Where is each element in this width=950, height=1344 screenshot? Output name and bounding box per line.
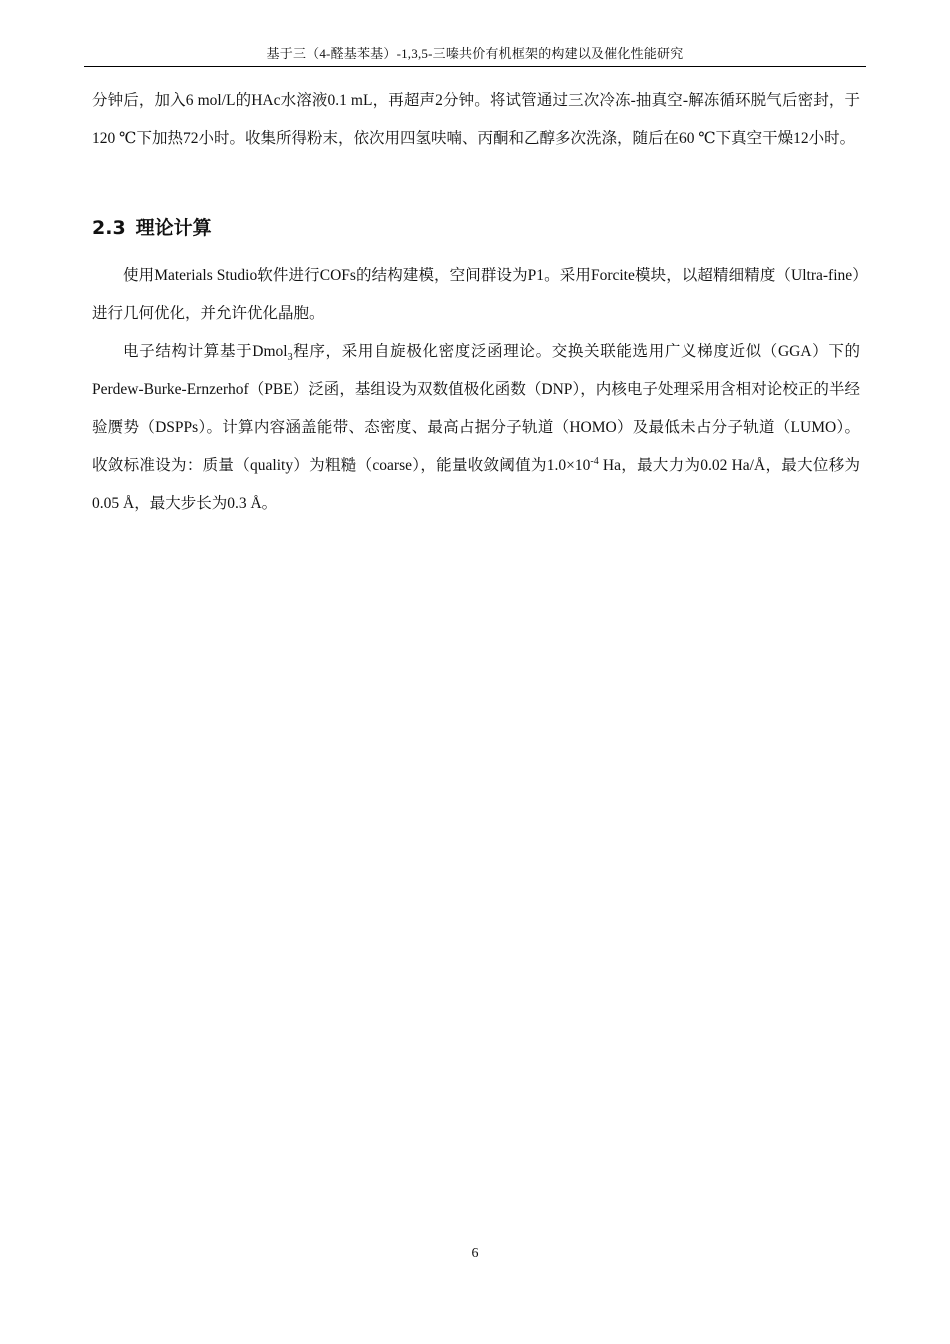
dmol-subscript: 3 — [287, 352, 293, 364]
electronic-text-part3: Ha，最大力为0.02 Ha/Å，最大位移为0.05 Å，最大步长为0.3 Å。 — [92, 457, 861, 512]
running-header — [84, 42, 866, 67]
electronic-text-part1: 电子结构计算基于Dmol — [123, 343, 288, 360]
paragraph-modeling: 使用Materials Studio软件进行COFs的结构建模，空间群设为P1。采用Forcite模块，以超精细精度（Ultra-fine）进行几何优化，并允许优化晶胞。 — [92, 267, 860, 322]
exponent-superscript: -4 — [590, 455, 599, 467]
section-title: 理论计算 — [135, 217, 212, 239]
section-body — [92, 257, 860, 523]
section-heading — [92, 210, 212, 246]
page-number: 6 — [471, 1246, 479, 1261]
paragraph-electronic-structure — [92, 333, 860, 523]
continued-paragraph-block — [92, 82, 860, 158]
running-header-title: 基于三（4-醛基苯基）-1,3,5-三嗪共价有机框架的构建以及催化性能研究 — [266, 46, 684, 61]
electronic-text-part2: 程序，采用自旋极化密度泛函理论。交换关联能选用广义梯度近似（GGA）下的Perdew-Burke-Ernzerhof（PBE）泛函，基组设为双数值极化函数（DNP），内核电子处理采用含相对论校正的半经验赝势（DSPPs）。计算内容涵盖能带、态密度、最高占据分子轨道（HOMO）及最低未占分子轨道（LUMO）。收敛标准设为：质量（quality）为粗糙（coarse），能量收敛阈值为1.0×10 — [92, 343, 860, 474]
continued-paragraph: 分钟后，加入6 mol/L的HAc水溶液0.1 mL，再超声2分钟。将试管通过三次冷冻-抽真空-解冻循环脱气后密封，于120 ℃下加热72小时。收集所得粉末，依次用四氢呋喃、丙酮和乙醇多次洗涤，随后在60 ℃下真空干燥12小时。 — [92, 92, 860, 147]
section-number: 2.3 — [92, 217, 126, 239]
